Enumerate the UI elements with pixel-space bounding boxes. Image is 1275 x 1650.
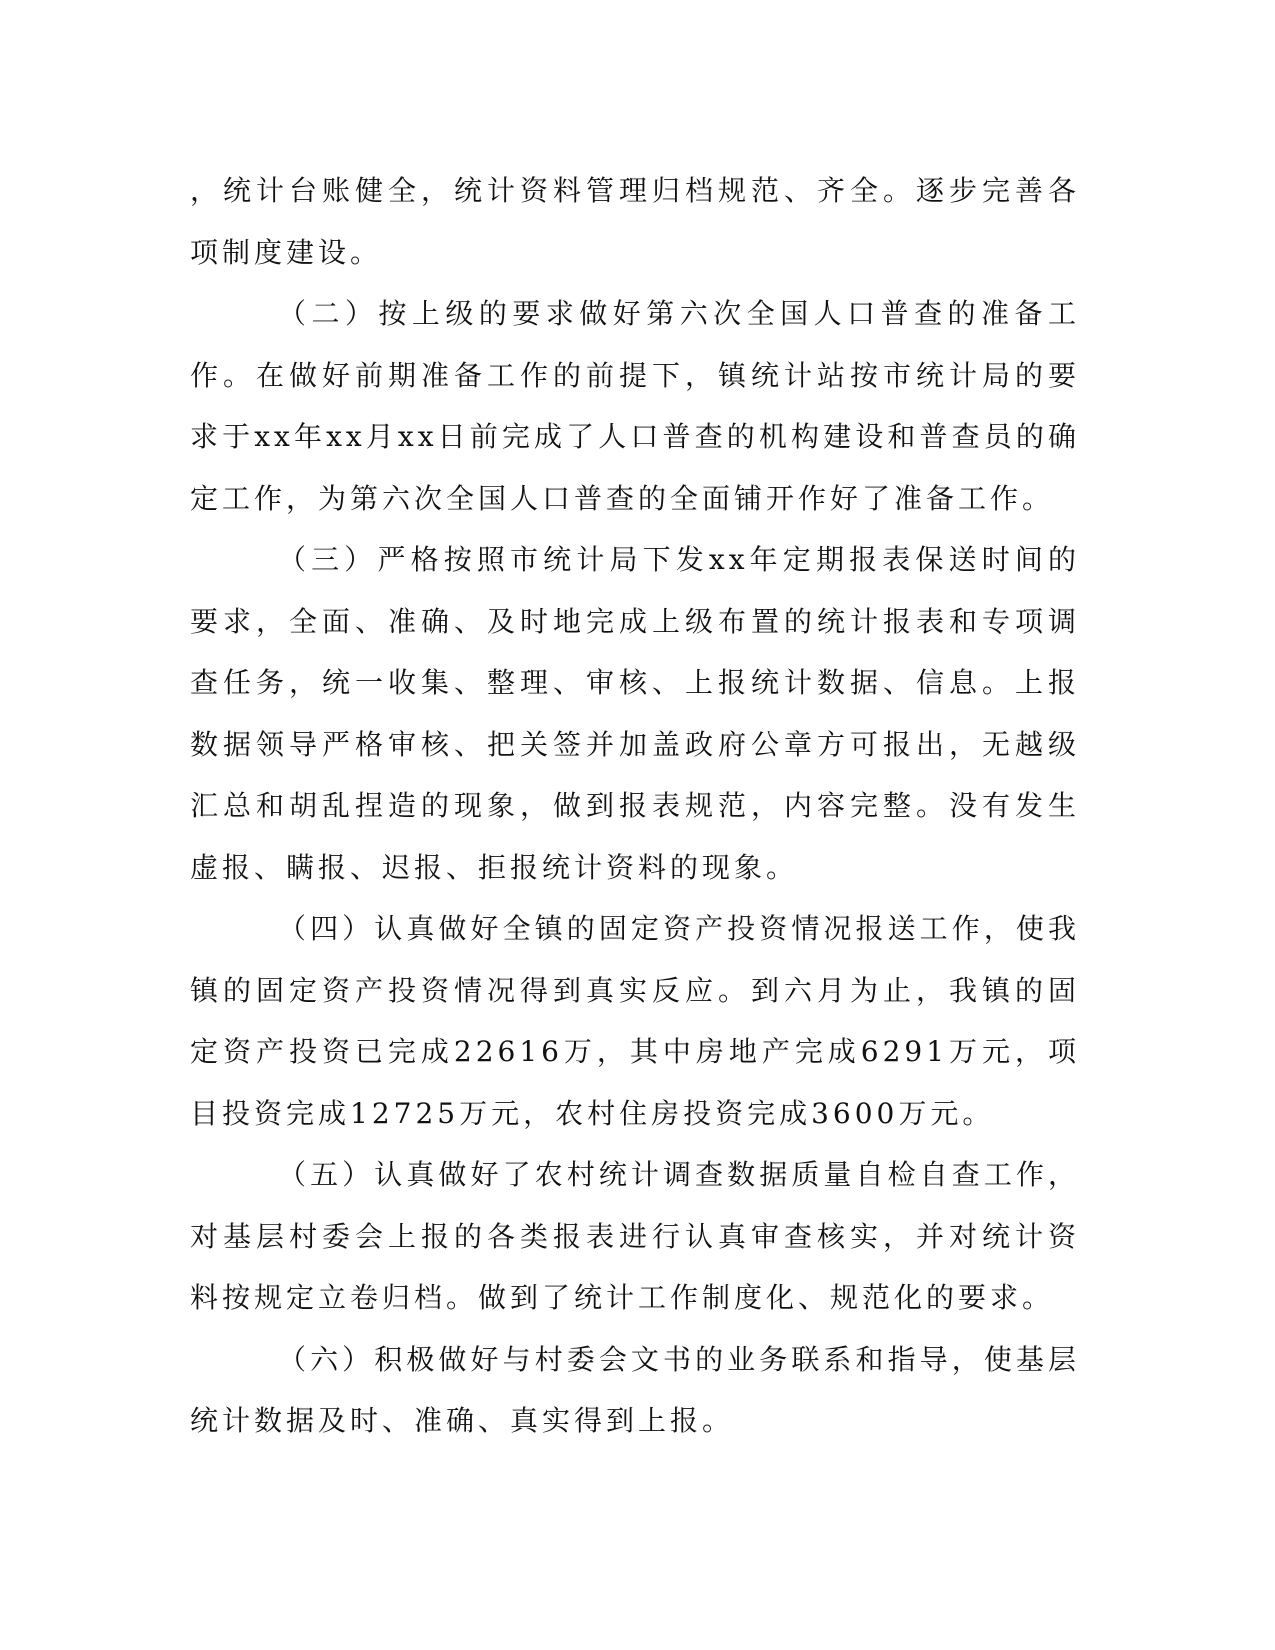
paragraph-item-2: （二）按上级的要求做好第六次全国人口普查的准备工作。在做好前期准备工作的前提下，镇统计站按市统计局的要求于xx年xx月xx日前完成了人口普查的机构建设和普查员的确定工作，为第六次全国人口普查的全面铺开作好了准备工作。 bbox=[190, 297, 1080, 515]
paragraph-item-4: （四）认真做好全镇的固定资产投资情况报送工作，使我镇的固定资产投资情况得到真实反应。到六月为止，我镇的固定资产投资已完成22616万，其中房地产完成6291万元，项目投资完成12725万元，农村住房投资完成3600万元。 bbox=[190, 912, 1080, 1130]
paragraph-continuation: ，统计台账健全，统计资料管理归档规范、齐全。逐步完善各项制度建设。 bbox=[190, 174, 1080, 269]
paragraph-item-3: （三）严格按照市统计局下发xx年定期报表保送时间的要求，全面、准确、及时地完成上级布置的统计报表和专项调查任务，统一收集、整理、审核、上报统计数据、信息。上报数据领导严格审核、把关签并加盖政府公章方可报出，无越级汇总和胡乱捏造的现象，做到报表规范，内容完整。没有发生虚报、瞒报、迟报、拒报统计资料的现象。 bbox=[190, 543, 1080, 884]
document-body bbox=[190, 160, 1080, 1452]
paragraph-item-6: （六）积极做好与村委会文书的业务联系和指导，使基层统计数据及时、准确、真实得到上报。 bbox=[190, 1342, 1080, 1437]
paragraph-item-5: （五）认真做好了农村统计调查数据质量自检自查工作，对基层村委会上报的各类报表进行认真审查核实，并对统计资料按规定立卷归档。做到了统计工作制度化、规范化的要求。 bbox=[190, 1158, 1080, 1314]
